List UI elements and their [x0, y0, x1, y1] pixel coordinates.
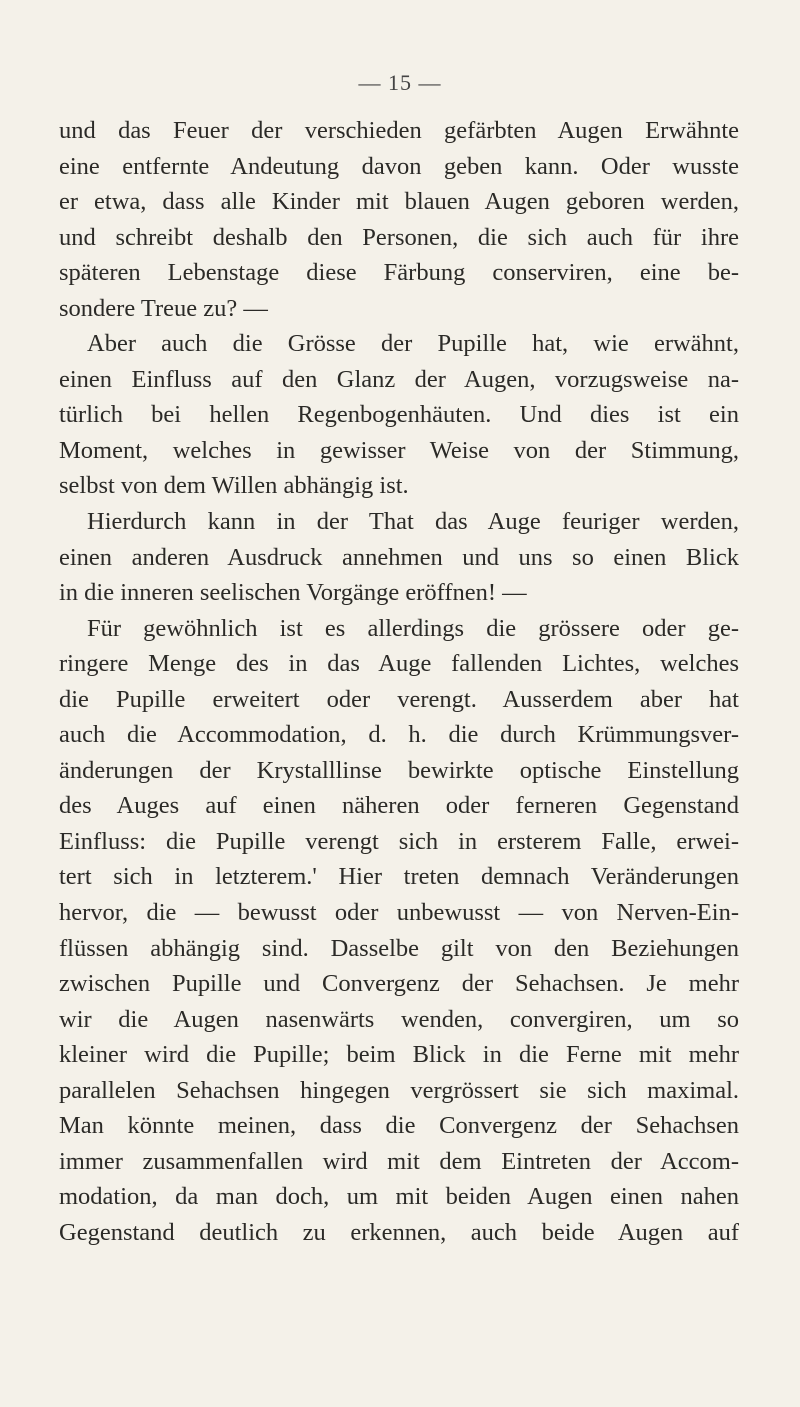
text-line: sondere Treue zu? — [59, 294, 268, 322]
text-line: in die inneren seelischen Vorgänge eröffnen! — [59, 579, 527, 607]
text-line: Moment, welches in gewisser Weise von der Stimmung, [59, 436, 739, 464]
text-line: zwischen Pupille und Convergenz der Sehachsen. Je mehr [59, 970, 739, 998]
text-line: und schreibt deshalb den Personen, die sich auch für ihre [59, 223, 739, 251]
paragraph-1 [59, 113, 739, 326]
text-line: die Pupille erweitert oder verengt. Ausserdem aber hat [59, 685, 739, 713]
text-line: einen Einfluss auf den Glanz der Augen, vorzugsweise na- [59, 365, 739, 393]
text-line: flüssen abhängig sind. Dasselbe gilt von den Beziehungen [59, 934, 739, 962]
text-line: Gegenstand deutlich zu erkennen, auch beide Augen auf [59, 1218, 739, 1246]
text-line: und das Feuer der verschieden gefärbten Augen Erwähnte [59, 117, 739, 144]
text-line: auch die Accommodation, d. h. die durch Krümmungsver- [59, 721, 739, 749]
text-line: türlich bei hellen Regenbogenhäuten. Und dies ist ein [59, 401, 739, 429]
text-line: modation, da man doch, um mit beiden Augen einen nahen [59, 1183, 739, 1211]
text-line: tert sich in letzterem.' Hier treten demnach Veränderungen [59, 863, 739, 891]
text-line: kleiner wird die Pupille; beim Blick in die Ferne mit mehr [59, 1041, 739, 1069]
body-text [59, 113, 739, 1251]
text-line: Einfluss: die Pupille verengt sich in ersterem Falle, erwei- [59, 827, 739, 855]
paragraph-2 [59, 326, 739, 504]
text-line: hervor, die — bewusst oder unbewusst — von Nerven-Ein- [59, 899, 739, 927]
paragraph-4 [59, 611, 739, 1251]
text-line: Hierdurch kann in der That das Auge feuriger werden, [87, 508, 739, 536]
page-number: — 15 — [358, 70, 442, 95]
text-line: Man könnte meinen, dass die Convergenz der Sehachsen [59, 1112, 739, 1140]
text-line: änderungen der Krystalllinse bewirkte optische Einstellung [59, 756, 739, 784]
text-line: späteren Lebenstage diese Färbung conserviren, eine be- [59, 259, 739, 287]
text-line: wir die Augen nasenwärts wenden, convergiren, um so [59, 1005, 739, 1033]
text-line: ringere Menge des in das Auge fallenden Lichtes, welches [59, 650, 739, 678]
text-line: immer zusammenfallen wird mit dem Eintreten der Accom- [59, 1147, 739, 1175]
text-line: parallelen Sehachsen hingegen vergrössert sie sich maximal. [59, 1076, 739, 1104]
text-line: einen anderen Ausdruck annehmen und uns so einen Blick [59, 543, 739, 571]
text-line: selbst von dem Willen abhängig ist. [59, 472, 409, 500]
text-line: er etwa, dass alle Kinder mit blauen Augen geboren werden, [59, 188, 739, 216]
paragraph-3 [59, 504, 739, 611]
text-line: eine entfernte Andeutung davon geben kann. Oder wusste [59, 152, 739, 180]
text-line: Für gewöhnlich ist es allerdings die grössere oder ge- [87, 614, 739, 642]
text-line: des Auges auf einen näheren oder ferneren Gegenstand [59, 792, 739, 820]
text-line: Aber auch die Grösse der Pupille hat, wie erwähnt, [87, 330, 739, 358]
